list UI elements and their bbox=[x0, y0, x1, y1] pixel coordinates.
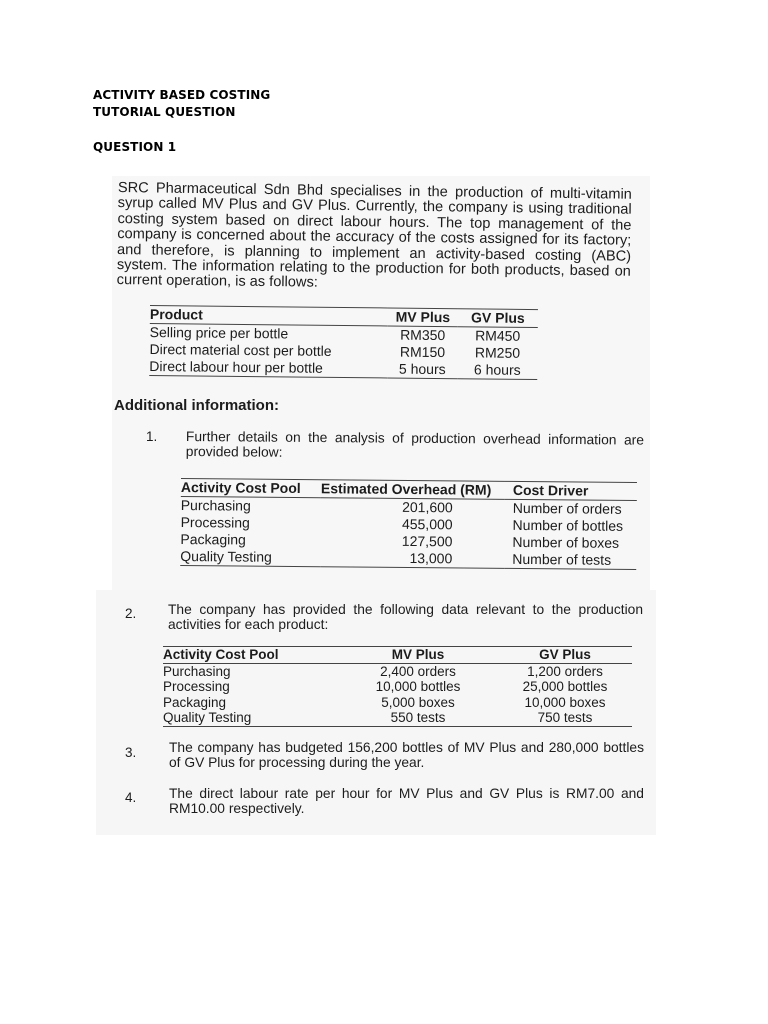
cell-driver: Number of tests bbox=[504, 551, 636, 570]
cell-mv: 5,000 boxes bbox=[381, 694, 455, 710]
cell-overhead: 455,000 bbox=[401, 515, 453, 533]
cell-gv: RM450 bbox=[475, 327, 521, 344]
cell-gv: 25,000 bottles bbox=[522, 679, 608, 694]
row-label: Purchasing bbox=[163, 663, 231, 679]
cell-mv: RM150 bbox=[399, 343, 446, 361]
table-row bbox=[163, 710, 632, 726]
header-gv-plus: GV Plus bbox=[458, 309, 538, 328]
table-header-row bbox=[163, 647, 632, 664]
row-label: Packaging bbox=[180, 530, 246, 548]
overhead-table bbox=[180, 478, 637, 570]
document-title: ACTIVITY BASED COSTING bbox=[93, 88, 271, 102]
document-subtitle: TUTORIAL QUESTION bbox=[93, 105, 236, 119]
table-row bbox=[163, 695, 632, 711]
table-row bbox=[180, 548, 636, 569]
row-label: Selling price per bottle bbox=[149, 323, 289, 342]
row-label: Direct labour hour per bottle bbox=[149, 358, 387, 378]
cell-mv: 5 hours bbox=[387, 360, 457, 378]
row-label: Processing bbox=[180, 513, 250, 531]
header-mv-plus: MV Plus bbox=[388, 308, 458, 327]
point-number-1: 1. bbox=[146, 429, 158, 444]
row-label: Quality Testing bbox=[180, 548, 320, 567]
row-label: Quality Testing bbox=[163, 710, 338, 726]
activity-table bbox=[163, 646, 632, 727]
header-product: Product bbox=[150, 305, 388, 325]
point-text-1: Further details on the analysis of production overhead information are provided below: bbox=[185, 429, 644, 460]
product-table bbox=[149, 305, 538, 380]
table-row bbox=[163, 663, 632, 679]
table-row bbox=[163, 679, 632, 695]
row-label: Processing bbox=[163, 679, 230, 694]
header-mv-plus: MV Plus bbox=[338, 647, 498, 664]
cell-gv: RM250 bbox=[474, 344, 521, 361]
cell-mv: RM350 bbox=[400, 326, 446, 344]
point-number-2: 2. bbox=[125, 606, 137, 621]
point-number-4: 4. bbox=[125, 790, 137, 805]
point-text-3: The company has budgeted 156,200 bottles of MV Plus and 280,000 bottles of GV Plus for processing during the year. bbox=[169, 740, 644, 770]
cell-overhead: 127,500 bbox=[401, 532, 453, 550]
cell-overhead: 201,600 bbox=[402, 498, 453, 516]
question-heading: QUESTION 1 bbox=[93, 140, 177, 154]
cell-mv: 550 tests bbox=[338, 710, 498, 726]
cell-gv: 10,000 boxes bbox=[524, 694, 606, 710]
cell-driver: Number of bottles bbox=[512, 516, 624, 534]
cell-overhead: 13,000 bbox=[320, 549, 504, 568]
row-label: Packaging bbox=[163, 694, 227, 710]
additional-info-heading: Additional information: bbox=[114, 397, 279, 414]
header-gv-plus: GV Plus bbox=[498, 647, 632, 664]
cell-mv: 2,400 orders bbox=[380, 663, 456, 679]
cell-driver: Number of boxes bbox=[512, 533, 620, 551]
header-estimated-overhead: Estimated Overhead (RM) bbox=[321, 480, 505, 500]
table-row bbox=[149, 358, 537, 380]
row-label: Purchasing bbox=[180, 496, 251, 514]
intro-paragraph: SRC Pharmaceutical Sdn Bhd specialises in the production of multi-vitamin syrup called MV Plus and GV Plus. Currently, the company is using traditional costing system based on direct labour hours. The top management of the company is concerned about the accuracy of the costs assigned for its factory; and therefore, is planning to implement an activity-based costing (ABC) system. The information relating to the production for both products, based on current operation, is as follows: bbox=[116, 180, 632, 292]
cell-gv: 750 tests bbox=[498, 710, 632, 726]
cell-driver: Number of orders bbox=[512, 499, 622, 517]
header-activity-cost-pool: Activity Cost Pool bbox=[163, 647, 338, 664]
header-activity-cost-pool: Activity Cost Pool bbox=[181, 478, 321, 497]
point-number-3: 3. bbox=[125, 745, 137, 760]
cell-mv: 10,000 bottles bbox=[375, 679, 461, 694]
cell-gv: 6 hours bbox=[457, 361, 537, 379]
point-text-4: The direct labour rate per hour for MV Plus and GV Plus is RM7.00 and RM10.00 respectively. bbox=[169, 786, 644, 816]
point-text-2: The company has provided the following data relevant to the production activities for each product: bbox=[168, 602, 643, 632]
cell-gv: 1,200 orders bbox=[527, 663, 603, 679]
header-cost-driver: Cost Driver bbox=[505, 481, 637, 500]
row-label: Direct material cost per bottle bbox=[149, 340, 332, 359]
